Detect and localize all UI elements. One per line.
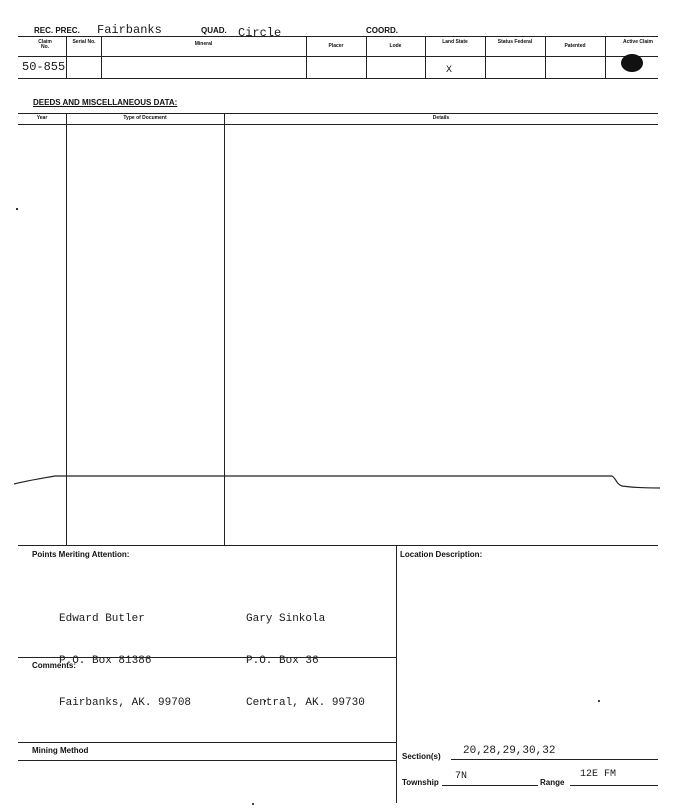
col-active: Active Claim [622, 39, 653, 45]
deeds-col-details: Details [432, 115, 450, 121]
quad-value: Circle [238, 26, 282, 40]
rec-prec-value: Fairbanks [97, 23, 162, 37]
break-line [0, 470, 678, 494]
contact-1-city: Fairbanks, AK. 99708 [59, 697, 192, 709]
contact-2-name: Gary Sinkola [246, 613, 326, 625]
col-claim-no: Claim No. [38, 39, 52, 50]
points-label: Points Meriting Attention: [32, 550, 130, 559]
township-value: 7N [455, 771, 468, 782]
col-status-federal: Status Federal [497, 39, 533, 45]
deeds-col-type: Type of Document [123, 115, 167, 121]
quad-label: QUAD. [201, 26, 227, 35]
col-lode: Lode [389, 43, 402, 49]
township-label: Township [402, 778, 439, 787]
range-label: Range [540, 778, 565, 787]
coord-label: COORD. [366, 26, 398, 35]
deeds-title: DEEDS AND MISCELLANEOUS DATA: [33, 98, 178, 107]
contact-2-city: Central, AK. 99730 [246, 697, 365, 709]
deeds-col-year: Year [36, 115, 48, 121]
location-label: Location Description: [400, 550, 483, 559]
col-placer: Placer [328, 43, 344, 49]
contact-2-box: P.O. Box 36 [246, 655, 319, 667]
sections-label: Section(s) [402, 752, 441, 761]
col-land-state: Land State [442, 39, 468, 45]
claim-no-value: 50-855 [22, 60, 66, 74]
rec-prec-label: REC. PREC. [34, 26, 80, 35]
range-value: 12E FM [580, 769, 617, 780]
contact-1 [59, 584, 191, 724]
sections-value: 20,28,29,30,32 [463, 745, 556, 757]
mining-method-label: Mining Method [32, 746, 89, 755]
col-mineral: Mineral [194, 41, 213, 47]
contact-1-box: P.O. Box 81386 [59, 655, 152, 667]
col-patented: Patented [564, 43, 586, 49]
contact-1-name: Edward Butler [59, 613, 145, 625]
land-state-mark: X [446, 65, 453, 76]
contact-2 [246, 584, 365, 724]
col-serial-no: Serial No. [72, 39, 96, 45]
active-claim-dot [621, 54, 643, 72]
comments-label: Comments: [32, 661, 77, 670]
